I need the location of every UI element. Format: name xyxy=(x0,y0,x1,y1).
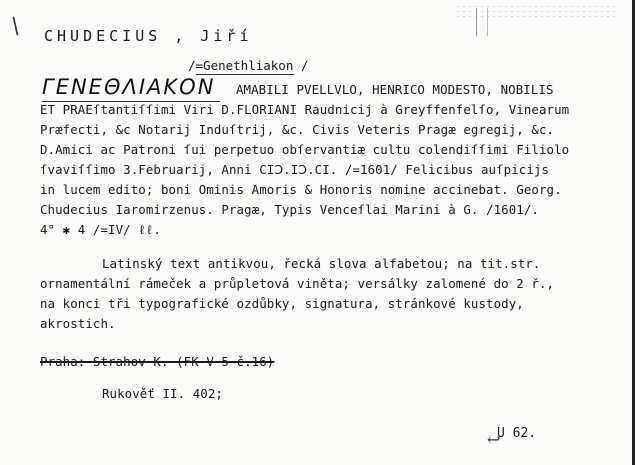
greek-title: ΓΕΝΕΘΛΙΑΚΟΝ xyxy=(42,75,216,99)
body-line: Præfecti, &c Notarij Induſtrij, &c. Civis Veteris Pragæ egregij, &c. xyxy=(40,122,555,137)
body-line: AMABILI PVELLVLO, HENRICO MODESTO, NOBILIS xyxy=(236,82,554,97)
body-line: D.Amici ac Patroni ſui perpetuo obſervantiæ cultu colendiſſimi Filiolo xyxy=(40,142,570,157)
body-line: ET PRAEſtantiſſimi Viri D.FLORIANI Raudnicij à Greyffenfelſo, Vinearum xyxy=(40,102,570,117)
handwritten-mark: ↩ xyxy=(487,430,501,449)
note-line: akrostich. xyxy=(40,316,116,331)
format-signature-line: 4° ✱ 4 /=IV/ ℓℓ. xyxy=(40,222,161,237)
struck-location: Praha: Strahov K. (FK V 5 č.16) xyxy=(40,354,275,369)
card-number: U 62. xyxy=(497,426,537,441)
body-line: in lucem edito; boni Ominis Amoris & Honoris nomine accinebat. Georg. xyxy=(40,182,562,197)
note-line: Latinský text antikvou, řecká slova alfabetou; na tit.str. xyxy=(102,256,541,271)
author-heading: CHUDECIUS , Jiří xyxy=(44,27,253,45)
reference-line: Rukověť II. 402; xyxy=(102,386,223,401)
note-line: ornamentální rámeček a průpletová viněta; versálky zalomené do 2 ř., xyxy=(40,276,555,291)
note-line: na konci tři typografické ozdůbky, signatura, stránkové kustody, xyxy=(40,296,524,311)
transliterated-title: /=Genethliakon / xyxy=(188,58,309,73)
fold-mark xyxy=(476,8,488,36)
body-line: Chudecius Iaromirzenus. Pragæ, Typis Venceſlai Marini à G. /1601/. xyxy=(40,202,539,217)
body-line: ſvaviſſimo 3.Februarij, Anni CIↃ.IↃ.CI. /=1601/ Felicibus auſpicijs xyxy=(40,162,550,177)
handwritten-mark: / xyxy=(6,13,26,40)
